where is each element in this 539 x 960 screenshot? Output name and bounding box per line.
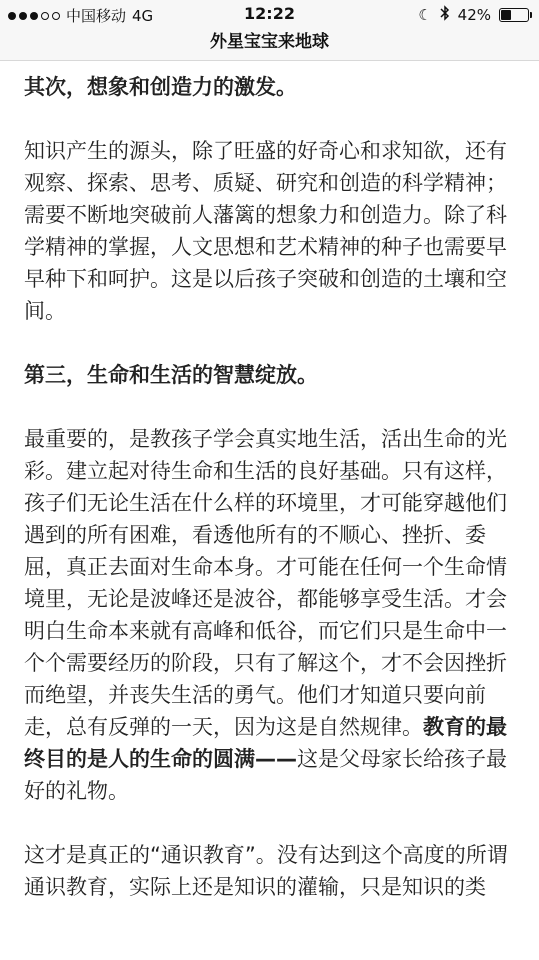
paragraph: 这才是真正的“通识教育”。没有达到这个高度的所谓通识教育，实际上还是知识的灌输，只是知识的类 <box>24 843 508 899</box>
paragraph: 知识产生的源头，除了旺盛的好奇心和求知欲，还有观察、探索、思考、质疑、研究和创造的科学精神；需要不断地突破前人藩篱的想象力和创造力。除了科学精神的掌握，人文思想和艺术精神的种子也需要早早种下和呵护。这是以后孩子突破和创造的土壤和空间。 <box>24 139 507 323</box>
emphasis-text: 教育的最终目的是人的生命的圆满—— <box>24 715 507 771</box>
battery-icon <box>499 8 529 22</box>
network-type: 4G <box>132 6 154 25</box>
carrier-name: 中国移动 <box>66 7 127 25</box>
battery-fill <box>501 10 511 20</box>
section-heading: 其次，想象和创造力的激发。 <box>24 75 297 99</box>
paragraph-tail: 这是父母家长给孩子最好的礼物。 <box>24 747 507 803</box>
nav-bar <box>0 28 539 61</box>
paragraph <box>24 423 519 807</box>
status-time: 12:22 <box>244 4 295 23</box>
battery-percent: 42% <box>457 6 491 24</box>
bluetooth-icon <box>440 5 450 25</box>
status-bar <box>0 0 539 28</box>
section-heading: 第三，生命和生活的智慧绽放。 <box>24 363 318 387</box>
status-right <box>418 5 529 25</box>
page-title: 外星宝宝来地球 <box>210 32 329 52</box>
paragraph-text: 最重要的，是教孩子学会真实地生活，活出生命的光彩。建立起对待生命和生活的良好基础。只有这样，孩子们无论生活在什么样的环境里，才可能穿越他们遇到的所有困难，看透他所有的不顺心、挫折、委屈，真正去面对生命本身。才可能在任何一个生命情境里，无论是波峰还是波谷，都能够享受生活。才会明白生命本来就有高峰和低谷，而它们只是生命中一个个需要经历的阶段，只有了解这个，才不会因挫折而绝望，并丧失生活的勇气。他们才知道只要向前走，总有反弹的一天，因为这是自然规律。 <box>24 427 507 739</box>
moon-icon: ☾ <box>418 6 432 24</box>
article-content <box>0 61 539 903</box>
